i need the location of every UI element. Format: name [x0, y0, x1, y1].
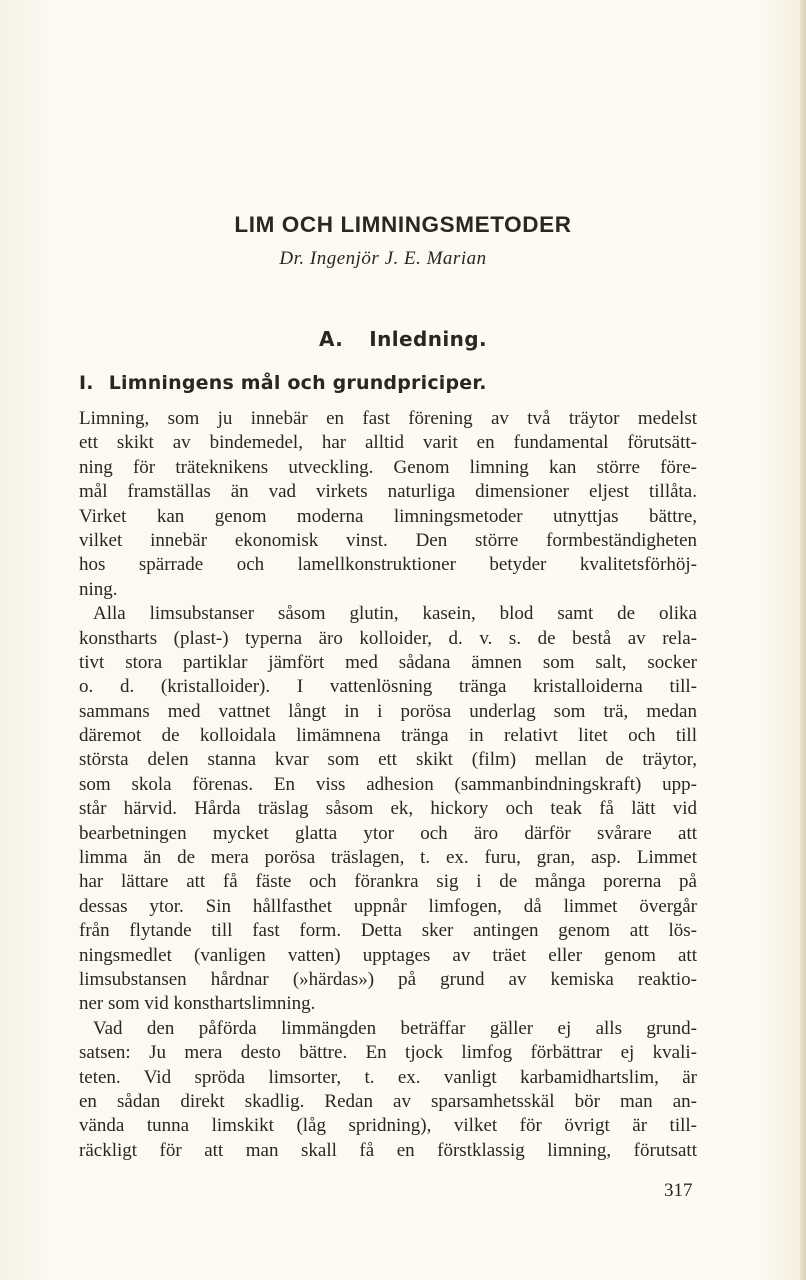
text-line: räckligt för att man skall få en förstklassig limning, förutsatt — [79, 1139, 697, 1161]
text-line: mål framställas än vad virkets naturliga dimensioner eljest tillåta. — [79, 481, 697, 503]
text-line: Alla limsubstanser såsom glutin, kasein, blod samt de olika — [93, 603, 697, 625]
article-title: LIM OCH LIMNINGSMETODER — [234, 212, 572, 237]
text-line: konstharts (plast-) typerna äro kolloider, d. v. s. de bestå av rela- — [79, 627, 697, 649]
text-line: som skola förenas. En viss adhesion (sammanbindningskraft) upp- — [79, 773, 697, 795]
text-line: Virket kan genom moderna limningsmetoder utnyttjas bättre, — [79, 505, 697, 527]
text-line: bearbetningen mycket glatta ytor och äro därför svårare att — [79, 822, 697, 844]
text-line: ning för träteknikens utveckling. Genom limning kan större före- — [79, 456, 697, 478]
text-line: o. d. (kristalloider). I vattenlösning tränga kristalloiderna till- — [79, 676, 697, 698]
page-edge — [800, 0, 806, 1280]
text-line: limsubstansen hårdnar (»härdas») på grund av kemiska reaktio- — [79, 968, 697, 990]
text-line: ning. — [79, 578, 118, 600]
text-line: limma än de mera porösa träslagen, t. ex. furu, gran, asp. Limmet — [79, 847, 697, 869]
section-title: Inledning. — [369, 327, 487, 351]
subsection-heading — [79, 372, 487, 394]
text-line: en sådan direkt skadlig. Redan av sparsamhetsskäl bör man an- — [79, 1090, 697, 1112]
text-line: tivt stora partiklar jämfört med sådana ämnen som salt, socker — [79, 651, 697, 673]
text-line: däremot de kolloidala limämnena tränga in relativt litet och till — [79, 725, 697, 747]
text-line: vilket innebär ekonomisk vinst. Den större formbeständigheten — [79, 529, 697, 551]
text-line: sammans med vattnet långt in i porösa underlag som trä, medan — [79, 700, 697, 722]
body-text — [79, 407, 697, 1163]
text-line: satsen: Ju mera desto bättre. En tjock limfog förbättrar ej kvali- — [79, 1042, 697, 1064]
text-line: hos spärrade och lamellkonstruktioner betyder kvalitetsförhöj- — [79, 554, 697, 576]
text-line: har lättare att få fäste och förankra sig i de många porerna på — [79, 871, 697, 893]
text-line: Vad den påförda limmängden beträffar gäller ej alls grund- — [93, 1017, 697, 1039]
section-letter: A. — [319, 327, 344, 351]
text-line: ner som vid konsthartslimning. — [79, 993, 316, 1015]
page-number: 317 — [664, 1180, 693, 1201]
section-heading — [0, 327, 806, 351]
subsection-number: I. — [79, 372, 94, 394]
text-line: Limning, som ju innebär en fast förening av två träytor medelst — [79, 408, 697, 429]
text-line: teten. Vid spröda limsorter, t. ex. vanligt karbamidhartslim, är — [79, 1066, 697, 1088]
text-line: vända tunna limskikt (låg spridning), vilket för övrigt är till- — [79, 1115, 697, 1137]
text-line: dessas ytor. Sin hållfasthet uppnår limfogen, då limmet övergår — [79, 895, 697, 917]
text-line: står härvid. Hårda träslag såsom ek, hickory och teak få lätt vid — [79, 798, 697, 820]
text-line: ningsmedlet (vanligen vatten) upptages av träet eller genom att — [79, 944, 697, 966]
text-line: ett skikt av bindemedel, har alltid varit en fundamental förutsätt- — [79, 432, 697, 454]
subsection-title: Limningens mål och grundpriciper. — [108, 372, 487, 394]
text-line: största delen stanna kvar som ett skikt (film) mellan de träytor, — [79, 749, 697, 771]
text-line: från flytande till fast form. Detta sker antingen genom att lös- — [79, 920, 697, 942]
article-author: Dr. Ingenjör J. E. Marian — [279, 248, 487, 269]
